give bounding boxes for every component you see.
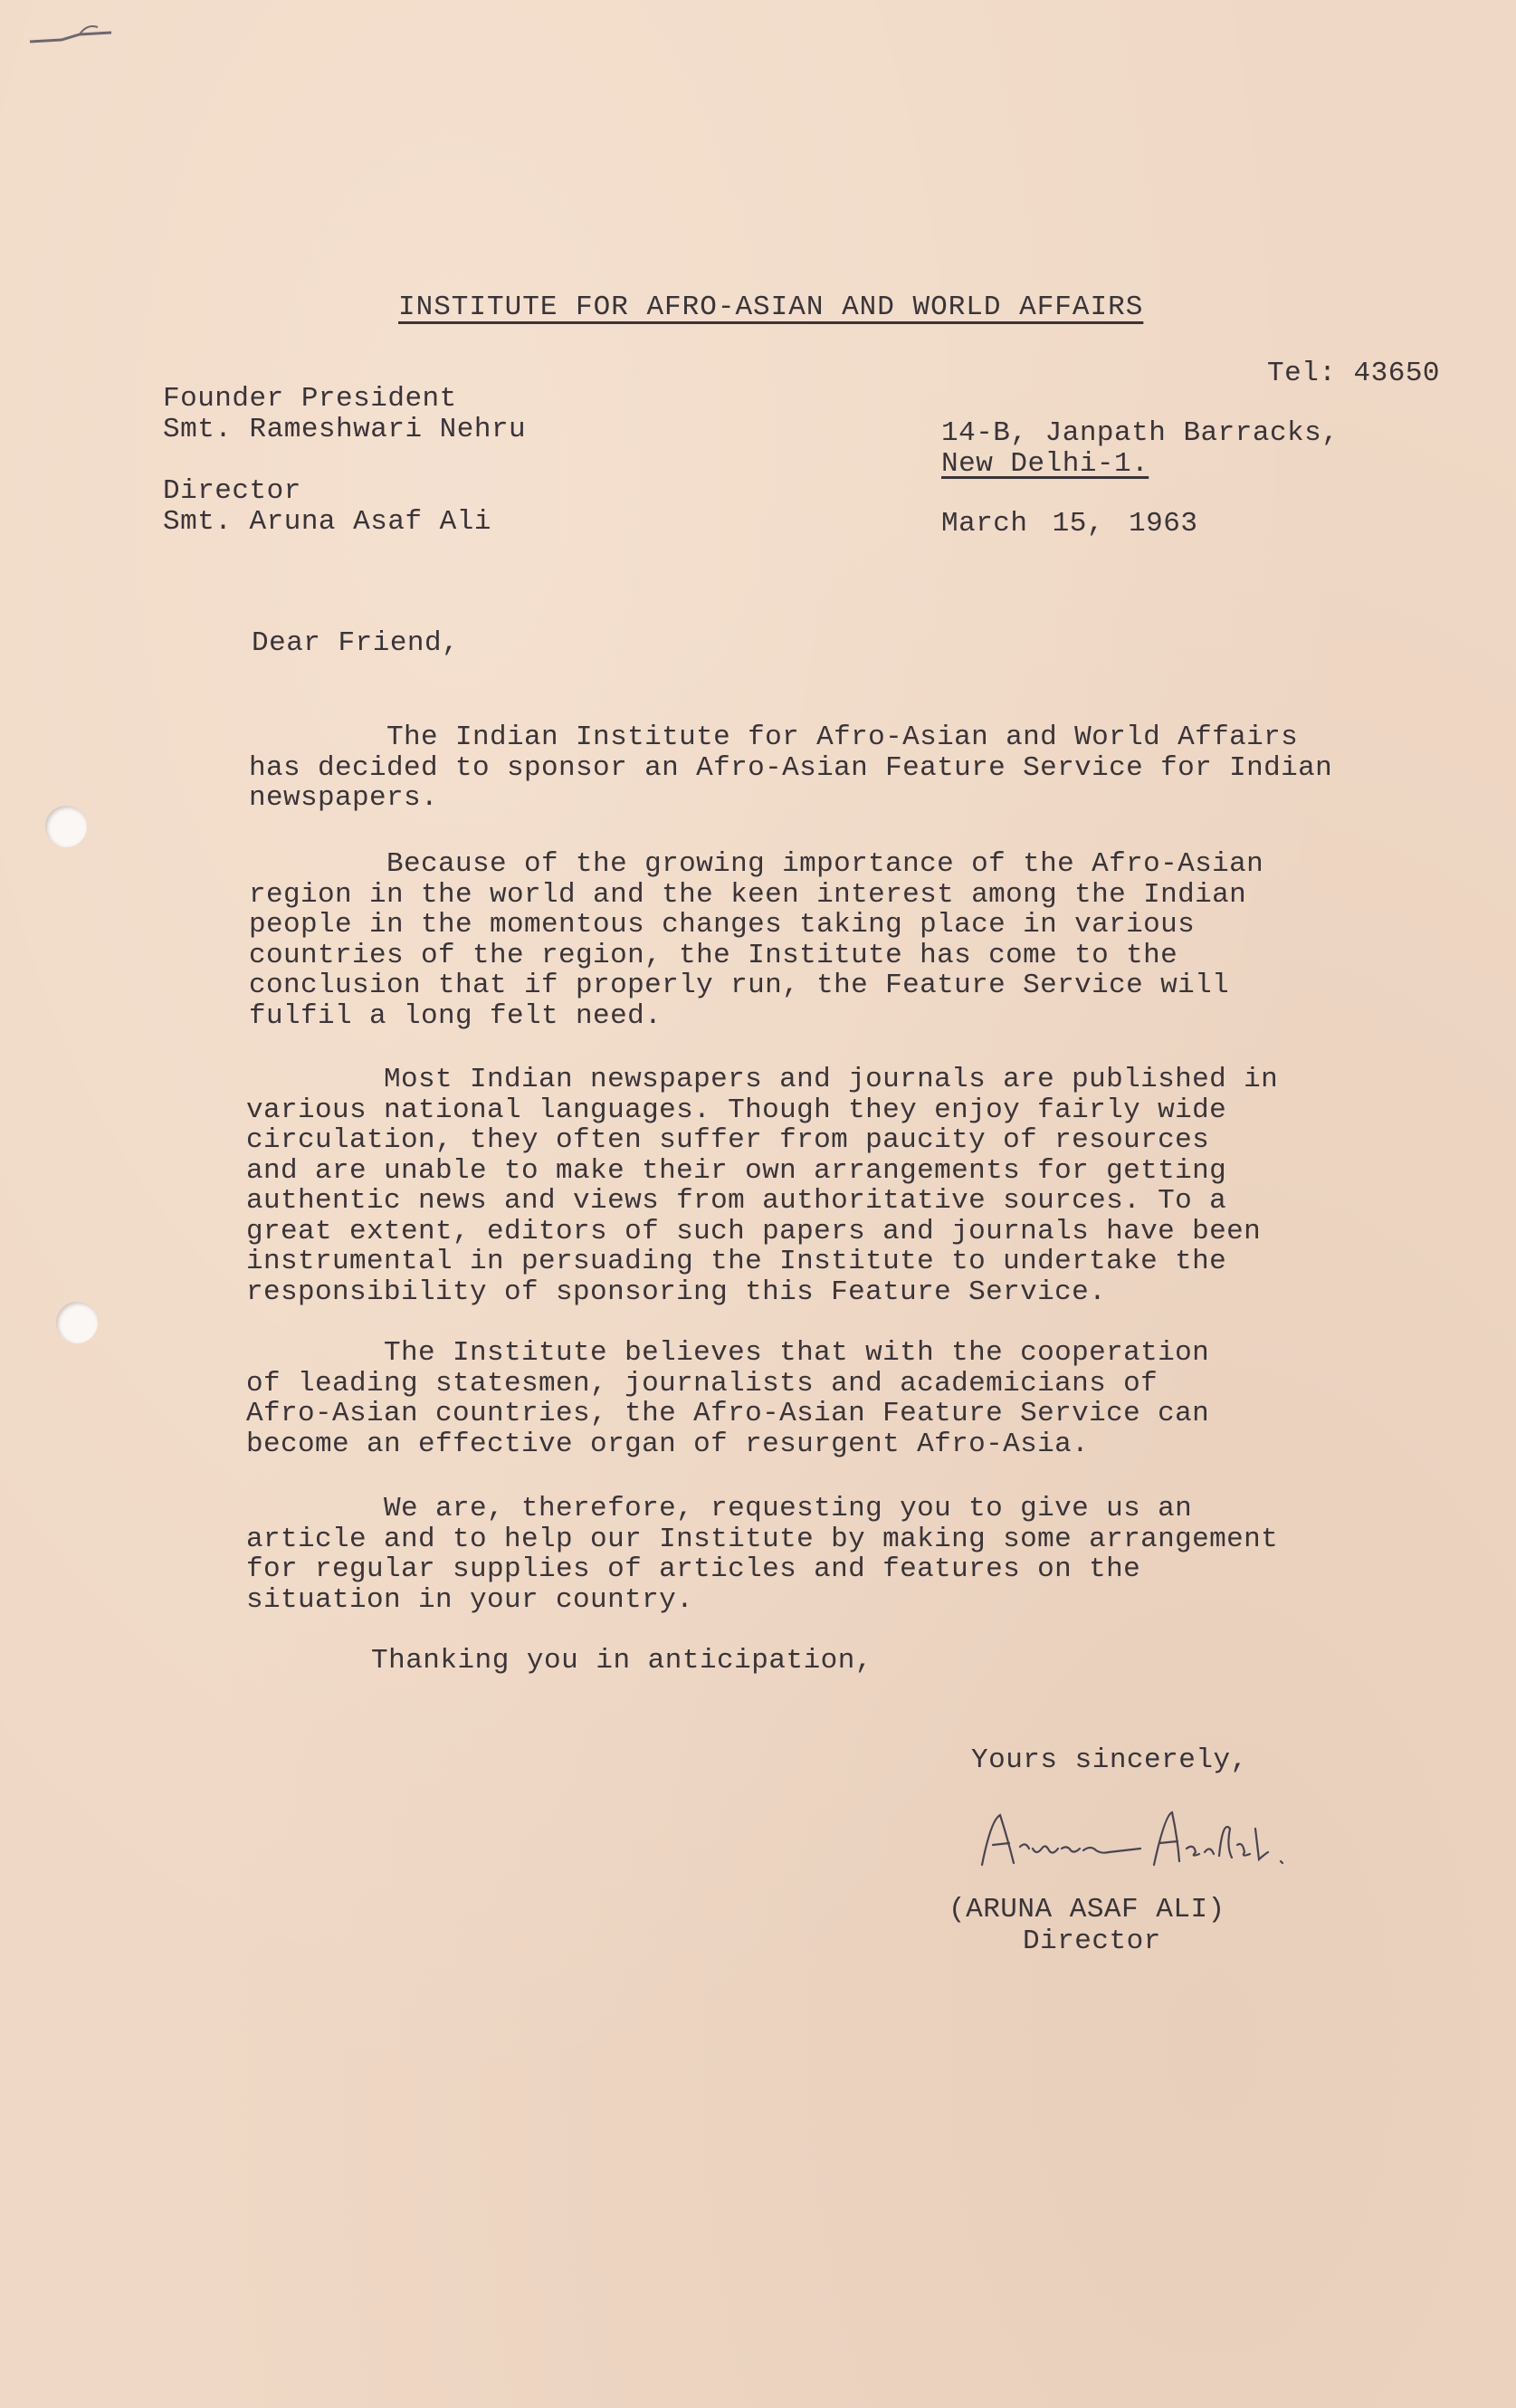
salutation: Dear Friend, bbox=[252, 627, 460, 659]
punch-hole-bottom bbox=[56, 1302, 98, 1343]
signatory-title: Director bbox=[1023, 1925, 1161, 1957]
founder-role: Founder President bbox=[163, 383, 457, 415]
address-line-1: 14-B, Janpath Barracks, bbox=[941, 417, 1340, 449]
signatory-name: (ARUNA ASAF ALI) bbox=[949, 1894, 1225, 1925]
paragraph-4: The Institute believes that with the cooperation of leading statesmen, journalists and academicians of Afro-Asian countries, the Afro-Asian Feature Service can become an effective organ of resurgent Afro-Asia. bbox=[246, 1337, 1210, 1460]
paragraph-5: We are, therefore, requesting you to give us an article and to help our Institute by making some arrangement for regular supplies of articles and features on the situation in your country. bbox=[246, 1493, 1279, 1616]
pin-mark-icon bbox=[25, 16, 125, 53]
thanks-line: Thanking you in anticipation, bbox=[371, 1645, 872, 1677]
director-name: Smt. Aruna Asaf Ali bbox=[163, 506, 491, 538]
director-role: Director bbox=[163, 475, 301, 507]
closing: Yours sincerely, bbox=[971, 1744, 1248, 1776]
handwritten-signature bbox=[973, 1801, 1299, 1883]
letter-date: March 15, 1963 bbox=[941, 508, 1198, 540]
letterhead-title: INSTITUTE FOR AFRO-ASIAN AND WORLD AFFAIRS bbox=[398, 291, 1144, 323]
address-line-2: New Delhi-1. bbox=[941, 448, 1149, 480]
paragraph-1: The Indian Institute for Afro-Asian and World Affairs has decided to sponsor an Afro-Asian Feature Service for Indian newspapers. bbox=[249, 721, 1333, 814]
punch-hole-top bbox=[45, 806, 87, 847]
paragraph-2: Because of the growing importance of the Afro-Asian region in the world and the keen interest among the Indian people in the momentous changes taking place in various countries of the region, the Institute has come to the conclusion that if properly run, the Feature Service will fulfil a long felt need. bbox=[249, 848, 1264, 1032]
founder-name: Smt. Rameshwari Nehru bbox=[163, 414, 527, 445]
paragraph-3: Most Indian newspapers and journals are published in various national languages. Though they enjoy fairly wide circulation, they often suffer from paucity of resources and are unable to make their own arrangements for getting authentic news and views from authoritative sources. To a great extent, editors of such papers and journals have been instrumental in persuading the Institute to undertake the responsibility of sponsoring this Feature Service. bbox=[246, 1064, 1279, 1308]
telephone: Tel: 43650 bbox=[1267, 358, 1441, 389]
